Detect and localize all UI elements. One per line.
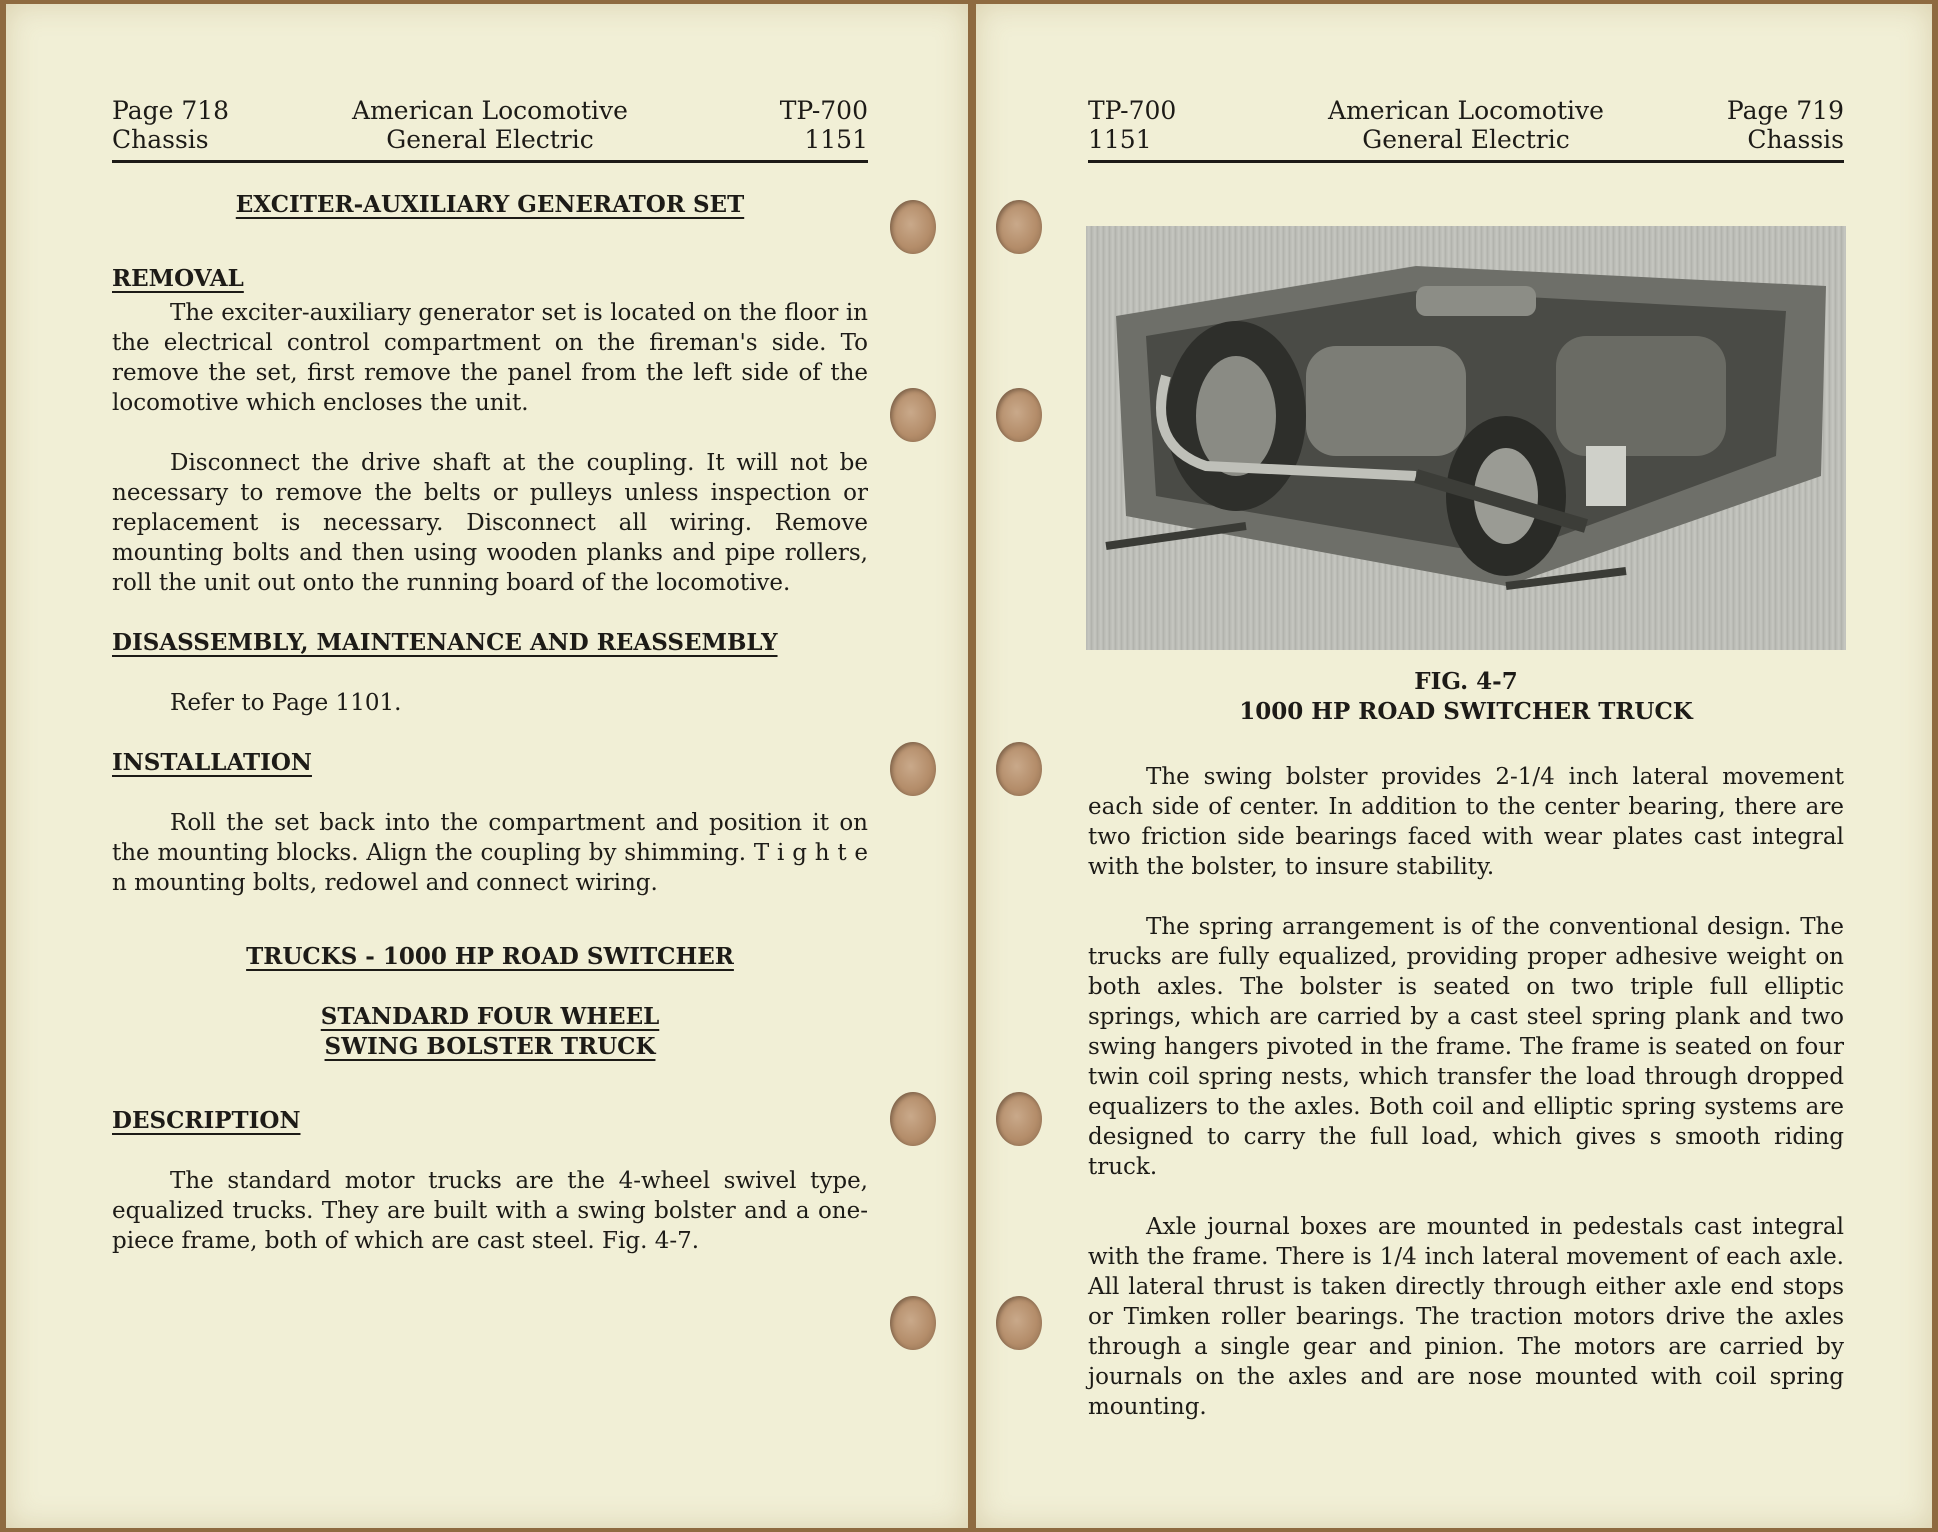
binder-hole [890, 200, 936, 254]
disassembly-paragraph: Refer to Page 1101. [170, 690, 402, 716]
section-name: Chassis [112, 125, 209, 154]
binder-hole [996, 388, 1042, 442]
page-number: Page 719 [1726, 96, 1844, 125]
truck-photo [1086, 226, 1846, 650]
binder-hole [996, 742, 1042, 796]
doc-code: TP-700 [779, 96, 868, 125]
left-page [6, 4, 968, 1528]
description-heading: DESCRIPTION [112, 1107, 301, 1134]
figure-label: FIG. 4-7 [1414, 668, 1518, 695]
binder-hole [996, 200, 1042, 254]
doc-code: TP-700 [1088, 96, 1177, 125]
description-paragraph: The standard motor trucks are the 4-wheel swivel type, equalized trucks. They are built with a swing bolster and a one-piece frame, both of which are cast steel. Fig. 4-7. [112, 1168, 868, 1254]
standard-truck-title-line2: SWING BOLSTER TRUCK [324, 1033, 656, 1060]
removal-heading: REMOVAL [112, 265, 244, 292]
doc-number: 1151 [804, 125, 868, 154]
left-header-right [780, 96, 868, 154]
manufacturer-line2: General Electric [1362, 125, 1570, 154]
right-page [976, 4, 1932, 1528]
page-number: Page 718 [112, 96, 230, 125]
doc-number: 1151 [1088, 125, 1152, 154]
trucks-section-title: TRUCKS - 1000 HP ROAD SWITCHER [246, 943, 734, 970]
manufacturer-line2: General Electric [386, 125, 594, 154]
spring-paragraph: The spring arrangement is of the conventional design. The trucks are fully equalized, providing proper adhesive weight on both axles. The bolster is seated on two triple full elliptic springs, which are carried by a cast steel spring plank and two swing hangers pivoted in the frame. The frame is seated on four twin coil spring nests, which transfer the load through dropped equalizers to the axles. Both coil and elliptic spring systems are designed to carry the full load, which gives s smooth riding truck. [1088, 914, 1844, 1180]
manufacturer-line1: American Locomotive [352, 96, 628, 125]
left-header-center [112, 96, 868, 154]
removal-paragraph-2: Disconnect the drive shaft at the coupling. It will not be necessary to remove the belts or pulleys unless inspection or replacement is necessary. Disconnect all wiring. Remove mounting bolts and then using wooden planks and pipe rollers, roll the unit out onto the running board of the locomotive. [112, 450, 868, 596]
left-page-header [112, 92, 868, 163]
binder-hole [890, 1296, 936, 1350]
installation-paragraph: Roll the set back into the compartment and position it on the mounting blocks. Align the coupling by shimming. T i g h t e n mounting bolts, redowel and connect wiring. [112, 810, 868, 896]
right-header-right [1727, 96, 1844, 154]
manufacturer-line1: American Locomotive [1328, 96, 1604, 125]
exciter-section-title: EXCITER-AUXILIARY GENERATOR SET [235, 191, 745, 218]
standard-truck-title-line1: STANDARD FOUR WHEEL [320, 1003, 660, 1030]
disassembly-heading: DISASSEMBLY, MAINTENANCE AND REASSEMBLY [112, 629, 778, 656]
binder-hole [890, 742, 936, 796]
binder-hole [996, 1296, 1042, 1350]
removal-paragraph-1: The exciter-auxiliary generator set is located on the floor in the electrical control compartment on the fireman's side. To remove the set, first remove the panel from the left side of the locomotive which encloses the unit. [112, 300, 868, 416]
right-page-body [1088, 762, 1844, 1422]
installation-heading: INSTALLATION [112, 749, 312, 776]
truck-illustration [1086, 226, 1846, 650]
bolster-paragraph: The swing bolster provides 2-1/4 inch lateral movement each side of center. In addition to the center bearing, there are two friction side bearings faced with wear plates cast integral with the bolster, to insure stability. [1088, 764, 1844, 880]
figure-caption [1088, 667, 1844, 727]
left-page-body [112, 190, 868, 1256]
journal-paragraph: Axle journal boxes are mounted in pedestals cast integral with the frame. There is 1/4 inch lateral movement of each axle. All lateral thrust is taken directly through either axle end stops or Timken roller bearings. The traction motors drive the axles through a single gear and pinion. The motors are carried by journals on the axles and are nose mounted with coil spring mounting. [1088, 1214, 1844, 1420]
binder-hole [890, 1092, 936, 1146]
section-name: Chassis [1747, 125, 1844, 154]
right-page-header [1088, 92, 1844, 163]
binder-hole [890, 388, 936, 442]
figure-title: 1000 HP ROAD SWITCHER TRUCK [1239, 698, 1693, 725]
binder-hole [996, 1092, 1042, 1146]
